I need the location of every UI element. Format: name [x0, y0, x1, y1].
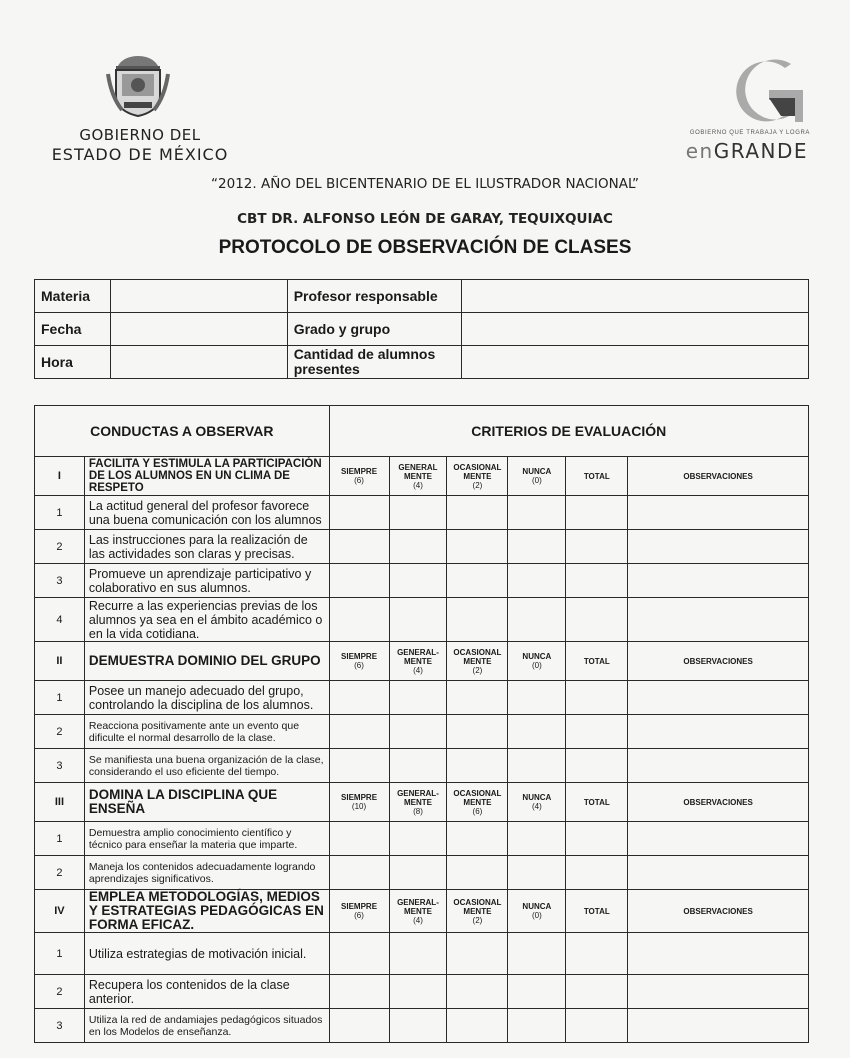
section-header-row [35, 890, 809, 933]
criterion-label: GENERAL- MENTE [397, 647, 439, 666]
criterion-label: GENERAL- MENTE [397, 788, 439, 807]
criterion-points: (6) [472, 806, 483, 816]
total-cell[interactable] [566, 856, 628, 890]
total-cell[interactable] [566, 1009, 628, 1043]
table-row [35, 975, 809, 1009]
criterion-points: (2) [472, 665, 483, 675]
nunca-cell[interactable] [508, 822, 566, 856]
criterion-siempre [329, 457, 389, 496]
total-cell[interactable] [566, 564, 628, 598]
observaciones-cell[interactable] [628, 822, 809, 856]
item-number: 2 [35, 530, 85, 564]
section-number: III [35, 783, 85, 822]
ocasionalmente-cell[interactable] [447, 933, 508, 975]
item-text: Utiliza la red de andamiajes pedagógicos situados en los Modelos de enseñanza. [84, 1009, 329, 1043]
criterion-generalmente [389, 642, 447, 681]
criterios-header: CRITERIOS DE EVALUACIÓN [329, 406, 808, 457]
generalmente-cell[interactable] [389, 856, 447, 890]
criterion-ocasionalmente [447, 642, 508, 681]
item-text: Posee un manejo adecuado del grupo, controlando la disciplina de los alumnos. [84, 681, 329, 715]
table-row [35, 598, 809, 642]
criterion-points: (4) [531, 802, 542, 811]
ocasionalmente-cell[interactable] [447, 564, 508, 598]
table-row [35, 681, 809, 715]
item-text: Se manifiesta una buena organización de la clase, considerando el uso eficiente del tiempo. [84, 749, 329, 783]
section-number: I [35, 457, 85, 496]
observaciones-cell[interactable] [628, 1009, 809, 1043]
cantidad-label: Cantidad de alumnos presentes [287, 346, 461, 379]
grande-text: GRANDE [713, 139, 808, 163]
siempre-cell[interactable] [329, 822, 389, 856]
item-text: Recurre a las experiencias previas de los alumnos ya sea en el ámbito académico o en la vida cotidiana. [84, 598, 329, 642]
grado-label: Grado y grupo [287, 313, 461, 346]
observaciones-cell[interactable] [628, 681, 809, 715]
section-header-row [35, 642, 809, 681]
nunca-cell[interactable] [508, 749, 566, 783]
criterion-label: SIEMPRE [341, 652, 378, 661]
criterion-points: (10) [351, 802, 367, 811]
criterion-points: (8) [413, 806, 423, 816]
total-cell[interactable] [566, 715, 628, 749]
ocasionalmente-cell[interactable] [447, 681, 508, 715]
nunca-cell[interactable] [508, 856, 566, 890]
total-cell[interactable] [566, 530, 628, 564]
table-header-row [35, 406, 809, 457]
ocasionalmente-cell[interactable] [447, 822, 508, 856]
observaciones-cell[interactable] [628, 564, 809, 598]
hora-label: Hora [35, 346, 111, 379]
siempre-cell[interactable] [329, 681, 389, 715]
criterion-points: (0) [531, 661, 542, 670]
item-number: 2 [35, 975, 85, 1009]
item-number: 1 [35, 496, 85, 530]
evaluation-table [34, 405, 809, 1043]
generalmente-cell[interactable] [389, 1009, 447, 1043]
en-grande-logo-text [660, 139, 808, 163]
total-cell[interactable] [566, 822, 628, 856]
school-name: CBT DR. ALFONSO LEÓN DE GARAY, TEQUIXQUIAC [237, 211, 613, 227]
observaciones-cell[interactable] [628, 598, 809, 642]
nunca-cell[interactable] [508, 681, 566, 715]
siempre-cell[interactable] [329, 749, 389, 783]
observaciones-cell[interactable] [628, 496, 809, 530]
section-number: IV [35, 890, 85, 933]
total-header: TOTAL [566, 642, 628, 681]
observaciones-header: OBSERVACIONES [628, 642, 809, 681]
item-text: Utiliza estrategias de motivación inicial. [84, 933, 329, 975]
fecha-field[interactable] [110, 313, 287, 346]
table-row [35, 933, 809, 975]
fecha-label: Fecha [35, 313, 111, 346]
item-number: 2 [35, 715, 85, 749]
criterion-label: OCASIONAL MENTE [453, 647, 502, 666]
hora-field[interactable] [110, 346, 287, 379]
observaciones-cell[interactable] [628, 715, 809, 749]
criterion-label: SIEMPRE [341, 793, 378, 802]
criterion-siempre [329, 642, 389, 681]
criterion-ocasionalmente [447, 890, 508, 933]
criterion-siempre [329, 783, 389, 822]
criterion-points: (0) [531, 476, 542, 485]
generalmente-cell[interactable] [389, 715, 447, 749]
siempre-cell[interactable] [329, 496, 389, 530]
ocasionalmente-cell[interactable] [447, 530, 508, 564]
criterion-nunca [508, 457, 566, 496]
item-number: 1 [35, 822, 85, 856]
item-text: Maneja los contenidos adecuadamente logrando aprendizajes significativos. [84, 856, 329, 890]
table-row [35, 496, 809, 530]
section-title: DOMINA LA DISCIPLINA QUE ENSEÑA [84, 783, 329, 822]
ocasionalmente-cell[interactable] [447, 856, 508, 890]
ocasionalmente-cell[interactable] [447, 975, 508, 1009]
criterion-points: (6) [354, 476, 364, 485]
criterion-label: NUNCA [522, 652, 552, 661]
table-row [35, 564, 809, 598]
section-header-row [35, 457, 809, 496]
materia-field[interactable] [110, 280, 287, 313]
criterion-ocasionalmente [447, 457, 508, 496]
generalmente-cell[interactable] [389, 564, 447, 598]
total-cell[interactable] [566, 496, 628, 530]
table-row [35, 1009, 809, 1043]
criterion-generalmente [389, 890, 447, 933]
item-number: 1 [35, 681, 85, 715]
item-text: Las instrucciones para la realización de las actividades son claras y precisas. [84, 530, 329, 564]
siempre-cell[interactable] [329, 530, 389, 564]
grado-field[interactable] [461, 313, 808, 346]
page-title: PROTOCOLO DE OBSERVACIÓN DE CLASES [218, 237, 632, 258]
ocasionalmente-cell[interactable] [447, 715, 508, 749]
criterion-nunca [508, 642, 566, 681]
generalmente-cell[interactable] [389, 681, 447, 715]
table-row [35, 749, 809, 783]
generalmente-cell[interactable] [389, 496, 447, 530]
generalmente-cell[interactable] [389, 598, 447, 642]
criterion-generalmente [389, 783, 447, 822]
section-number: II [35, 642, 85, 681]
criterion-points: (6) [354, 661, 364, 670]
info-row-3 [35, 346, 809, 379]
table-row [35, 530, 809, 564]
section-title: FACILITA Y ESTIMULA LA PARTICIPACIÓN DE LOS ALUMNOS EN UN CLIMA DE RESPETO [84, 457, 329, 496]
generalmente-cell[interactable] [389, 530, 447, 564]
criterion-label: NUNCA [522, 793, 552, 802]
generalmente-cell[interactable] [389, 975, 447, 1009]
criterion-label: OCASIONAL MENTE [453, 788, 502, 807]
item-text: Reacciona positivamente ante un evento que dificulte el normal desarrollo de la clase. [84, 715, 329, 749]
total-header: TOTAL [566, 890, 628, 933]
section-header-row [35, 783, 809, 822]
item-number: 2 [35, 856, 85, 890]
siempre-cell[interactable] [329, 1009, 389, 1043]
item-text: Recupera los contenidos de la clase anterior. [84, 975, 329, 1009]
item-number: 1 [35, 933, 85, 975]
ocasionalmente-cell[interactable] [447, 749, 508, 783]
total-header: TOTAL [566, 457, 628, 496]
observaciones-cell[interactable] [628, 933, 809, 975]
observaciones-cell[interactable] [628, 856, 809, 890]
nunca-cell[interactable] [508, 496, 566, 530]
en-text: en [685, 139, 714, 163]
ocasionalmente-cell[interactable] [447, 1009, 508, 1043]
observaciones-header: OBSERVACIONES [628, 890, 809, 933]
info-row-1 [35, 280, 809, 313]
criterion-points: (4) [413, 665, 423, 675]
generalmente-cell[interactable] [389, 749, 447, 783]
siempre-cell[interactable] [329, 975, 389, 1009]
criterion-label: NUNCA [522, 467, 552, 476]
total-cell[interactable] [566, 681, 628, 715]
info-row-2 [35, 313, 809, 346]
criterion-label: SIEMPRE [341, 467, 378, 476]
total-cell[interactable] [566, 749, 628, 783]
profesor-field[interactable] [461, 280, 808, 313]
nunca-cell[interactable] [508, 715, 566, 749]
criterion-label: GENERAL- MENTE [397, 897, 439, 916]
total-cell[interactable] [566, 933, 628, 975]
g-logo-icon [725, 58, 807, 126]
siempre-cell[interactable] [329, 856, 389, 890]
ocasionalmente-cell[interactable] [447, 496, 508, 530]
info-table [34, 279, 809, 379]
criterion-nunca [508, 783, 566, 822]
materia-label: Materia [35, 280, 111, 313]
section-title: DEMUESTRA DOMINIO DEL GRUPO [84, 642, 329, 681]
item-number: 3 [35, 749, 85, 783]
criterion-points: (2) [472, 915, 483, 925]
gobierno-del-label: GOBIERNO DEL [79, 126, 201, 144]
nunca-cell[interactable] [508, 1009, 566, 1043]
observaciones-header: OBSERVACIONES [628, 457, 809, 496]
criterion-label: GENERAL MENTE [398, 462, 438, 481]
item-text: Demuestra amplio conocimiento científico y técnico para enseñar la materia que imparte. [84, 822, 329, 856]
criterion-ocasionalmente [447, 783, 508, 822]
total-header: TOTAL [566, 783, 628, 822]
criterion-points: (2) [472, 480, 483, 490]
year-motto: “2012. AÑO DEL BICENTENARIO DE EL ILUSTRADOR NACIONAL” [211, 176, 639, 192]
generalmente-cell[interactable] [389, 933, 447, 975]
generalmente-cell[interactable] [389, 822, 447, 856]
conductas-header: CONDUCTAS A OBSERVAR [35, 406, 330, 457]
table-row [35, 856, 809, 890]
nunca-cell[interactable] [508, 975, 566, 1009]
observaciones-header: OBSERVACIONES [628, 783, 809, 822]
nunca-cell[interactable] [508, 530, 566, 564]
total-cell[interactable] [566, 975, 628, 1009]
criterion-points: (4) [413, 915, 423, 925]
estado-de-mexico-seal-icon [104, 52, 172, 118]
criterion-points: (6) [354, 911, 364, 920]
siempre-cell[interactable] [329, 933, 389, 975]
table-row [35, 822, 809, 856]
estado-de-mexico-label: ESTADO DE MÉXICO [51, 145, 229, 164]
item-text: La actitud general del profesor favorece una buena comunicación con los alumnos [84, 496, 329, 530]
item-number: 3 [35, 1009, 85, 1043]
criterion-points: (0) [531, 911, 542, 920]
ocasionalmente-cell[interactable] [447, 598, 508, 642]
criterion-label: OCASIONAL MENTE [453, 897, 502, 916]
observaciones-cell[interactable] [628, 975, 809, 1009]
criterion-points: (4) [413, 480, 423, 490]
observaciones-cell[interactable] [628, 749, 809, 783]
nunca-cell[interactable] [508, 564, 566, 598]
cantidad-field[interactable] [461, 346, 808, 379]
criterion-label: OCASIONAL MENTE [453, 462, 502, 481]
gobierno-tagline: GOBIERNO QUE TRABAJA Y LOGRA [689, 130, 810, 136]
nunca-cell[interactable] [508, 933, 566, 975]
table-row [35, 715, 809, 749]
item-number: 4 [35, 598, 85, 642]
item-text: Promueve un aprendizaje participativo y colaborativo en sus alumnos. [84, 564, 329, 598]
item-number: 3 [35, 564, 85, 598]
siempre-cell[interactable] [329, 564, 389, 598]
criterion-label: SIEMPRE [341, 902, 378, 911]
observaciones-cell[interactable] [628, 530, 809, 564]
section-title: EMPLEA METODOLOGÍAS, MEDIOS Y ESTRATEGIAS PEDAGÓGICAS EN FORMA EFICAZ. [84, 890, 329, 933]
criterion-label: NUNCA [522, 902, 552, 911]
nunca-cell[interactable] [508, 598, 566, 642]
criterion-siempre [329, 890, 389, 933]
profesor-label: Profesor responsable [287, 280, 461, 313]
siempre-cell[interactable] [329, 715, 389, 749]
total-cell[interactable] [566, 598, 628, 642]
siempre-cell[interactable] [329, 598, 389, 642]
criterion-nunca [508, 890, 566, 933]
criterion-generalmente [389, 457, 447, 496]
